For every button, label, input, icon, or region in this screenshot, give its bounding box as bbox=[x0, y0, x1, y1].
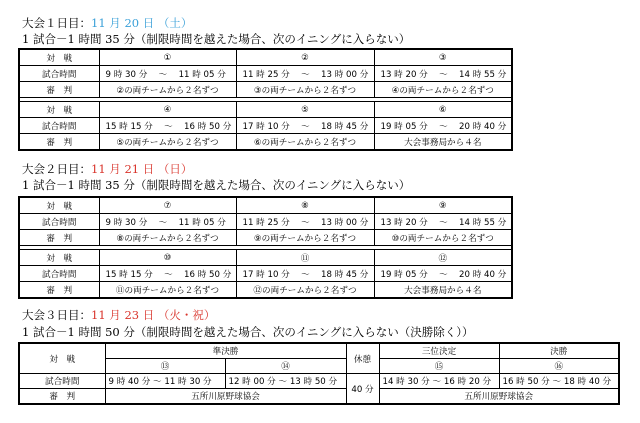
game-number: ⑭ bbox=[225, 359, 346, 374]
game-time: 19 時 05 分 ～ 20 時 40 分 bbox=[374, 266, 512, 282]
row-label-time: 試合時間 bbox=[19, 374, 105, 389]
day1-ump-row bbox=[19, 82, 512, 98]
game-number: ⑫ bbox=[374, 250, 512, 266]
game-number: ⑤ bbox=[236, 102, 374, 118]
umpire-assignment: ④の両チームから２名ずつ bbox=[374, 82, 512, 98]
game-time: 14 時 30 分 ～ 16 時 20 分 bbox=[379, 374, 499, 389]
game-number: ② bbox=[236, 49, 374, 66]
umpire-assignment: ⑤の両チームから２名ずつ bbox=[99, 134, 236, 151]
game-time: 15 時 15 分 ～ 16 時 50 分 bbox=[99, 118, 236, 134]
game-time: 11 時 25 分 ～ 13 時 00 分 bbox=[236, 66, 374, 82]
game-number: ⑩ bbox=[99, 250, 236, 266]
day3-schedule-table bbox=[18, 342, 620, 405]
round-third-place: 三位決定 bbox=[379, 343, 499, 359]
game-number: ④ bbox=[99, 102, 236, 118]
row-label-ump: 審 判 bbox=[19, 230, 99, 246]
break-time: 40 分 bbox=[346, 374, 379, 405]
umpire-assignment: 大会事務局から４名 bbox=[374, 134, 512, 151]
day1-label: 大会１日目： bbox=[22, 16, 91, 30]
game-time: 11 時 25 分 ～ 13 時 00 分 bbox=[236, 214, 374, 230]
row-label-match: 対 戦 bbox=[19, 250, 99, 266]
game-number: ① bbox=[99, 49, 236, 66]
umpire-assignment: 五所川原野球協会 bbox=[105, 389, 346, 405]
game-time: 19 時 05 分 ～ 20 時 40 分 bbox=[374, 118, 512, 134]
day1-ump-row-2 bbox=[19, 134, 512, 151]
game-number: ⑨ bbox=[374, 197, 512, 214]
row-label-ump: 審 判 bbox=[19, 389, 105, 405]
umpire-assignment: ⑥の両チームから２名ずつ bbox=[236, 134, 374, 151]
round-semifinal: 準決勝 bbox=[105, 343, 346, 359]
game-time: 9 時 30 分 ～ 11 時 05 分 bbox=[99, 214, 236, 230]
day2-heading bbox=[22, 162, 192, 176]
row-label-ump: 審 判 bbox=[19, 82, 99, 98]
game-number: ⑪ bbox=[236, 250, 374, 266]
day1-time-row-2 bbox=[19, 118, 512, 134]
day3-rule: 1 試合－1 時間 50 分（制限時間を越えた場合、次のイニングに入らない（決勝除く）） bbox=[22, 325, 474, 339]
game-time: 15 時 15 分 ～ 16 時 50 分 bbox=[99, 266, 236, 282]
game-number: ⑥ bbox=[374, 102, 512, 118]
game-time: 17 時 10 分 ～ 18 時 45 分 bbox=[236, 266, 374, 282]
round-final: 決勝 bbox=[499, 343, 619, 359]
day1-match-row bbox=[19, 49, 512, 66]
day1-schedule-table bbox=[18, 48, 513, 151]
day1-time-row bbox=[19, 66, 512, 82]
umpire-assignment: ②の両チームから２名ずつ bbox=[99, 82, 236, 98]
game-time: 9 時 40 分 ～ 11 時 30 分 bbox=[105, 374, 225, 389]
umpire-assignment: 大会事務局から４名 bbox=[374, 282, 512, 299]
day1-rule: 1 試合－1 時間 35 分（制限時間を越えた場合、次のイニングに入らない） bbox=[22, 32, 411, 46]
row-label-time: 試合時間 bbox=[19, 118, 99, 134]
game-time: 17 時 10 分 ～ 18 時 45 分 bbox=[236, 118, 374, 134]
row-label-match: 対 戦 bbox=[19, 102, 99, 118]
game-number: ⑧ bbox=[236, 197, 374, 214]
day2-ump-row bbox=[19, 230, 512, 246]
row-label-match: 対 戦 bbox=[19, 49, 99, 66]
day3-date: 11 月 23 日 （火・祝） bbox=[91, 308, 216, 322]
day2-rule: 1 試合－1 時間 35 分（制限時間を越えた場合、次のイニングに入らない） bbox=[22, 178, 411, 192]
game-time: 13 時 20 分 ～ 14 時 55 分 bbox=[374, 66, 512, 82]
umpire-assignment: ⑨の両チームから２名ずつ bbox=[236, 230, 374, 246]
day2-time-row-2 bbox=[19, 266, 512, 282]
umpire-assignment: ⑪の両チームから２名ずつ bbox=[99, 282, 236, 299]
day1-match-row-2 bbox=[19, 102, 512, 118]
game-number: ⑦ bbox=[99, 197, 236, 214]
day2-match-row bbox=[19, 197, 512, 214]
game-number: ⑯ bbox=[499, 359, 619, 374]
day3-label: 大会３日目： bbox=[22, 308, 91, 322]
game-time: 16 時 50 分 ～ 18 時 40 分 bbox=[499, 374, 619, 389]
break-label: 休憩 bbox=[346, 343, 379, 374]
day1-heading bbox=[22, 16, 192, 30]
row-label-match: 対 戦 bbox=[19, 197, 99, 214]
umpire-assignment: ⑫の両チームから２名ずつ bbox=[236, 282, 374, 299]
row-label-ump: 審 判 bbox=[19, 282, 99, 299]
day2-schedule-table bbox=[18, 196, 513, 299]
game-time: 12 時 00 分 ～ 13 時 50 分 bbox=[225, 374, 346, 389]
day3-round-row bbox=[19, 343, 619, 359]
row-label-ump: 審 判 bbox=[19, 134, 99, 151]
day2-date: 11 月 21 日 （日） bbox=[91, 162, 193, 176]
umpire-assignment: ③の両チームから２名ずつ bbox=[236, 82, 374, 98]
day3-time-row bbox=[19, 374, 619, 389]
row-label-time: 試合時間 bbox=[19, 66, 99, 82]
day3-heading bbox=[22, 308, 215, 322]
day1-date: 11 月 20 日 （土） bbox=[91, 16, 193, 30]
game-time: 9 時 30 分 ～ 11 時 05 分 bbox=[99, 66, 236, 82]
game-number: ⑬ bbox=[105, 359, 225, 374]
umpire-assignment: 五所川原野球協会 bbox=[379, 389, 619, 405]
row-label-time: 試合時間 bbox=[19, 214, 99, 230]
row-label-match: 対 戦 bbox=[19, 343, 105, 374]
row-label-time: 試合時間 bbox=[19, 266, 99, 282]
game-number: ⑮ bbox=[379, 359, 499, 374]
day3-ump-row bbox=[19, 389, 619, 405]
umpire-assignment: ⑩の両チームから２名ずつ bbox=[374, 230, 512, 246]
day3-match-row bbox=[19, 359, 619, 374]
umpire-assignment: ⑧の両チームから２名ずつ bbox=[99, 230, 236, 246]
day2-match-row-2 bbox=[19, 250, 512, 266]
day2-time-row bbox=[19, 214, 512, 230]
day2-label: 大会２日目： bbox=[22, 162, 91, 176]
game-time: 13 時 20 分 ～ 14 時 55 分 bbox=[374, 214, 512, 230]
day2-ump-row-2 bbox=[19, 282, 512, 299]
game-number: ③ bbox=[374, 49, 512, 66]
